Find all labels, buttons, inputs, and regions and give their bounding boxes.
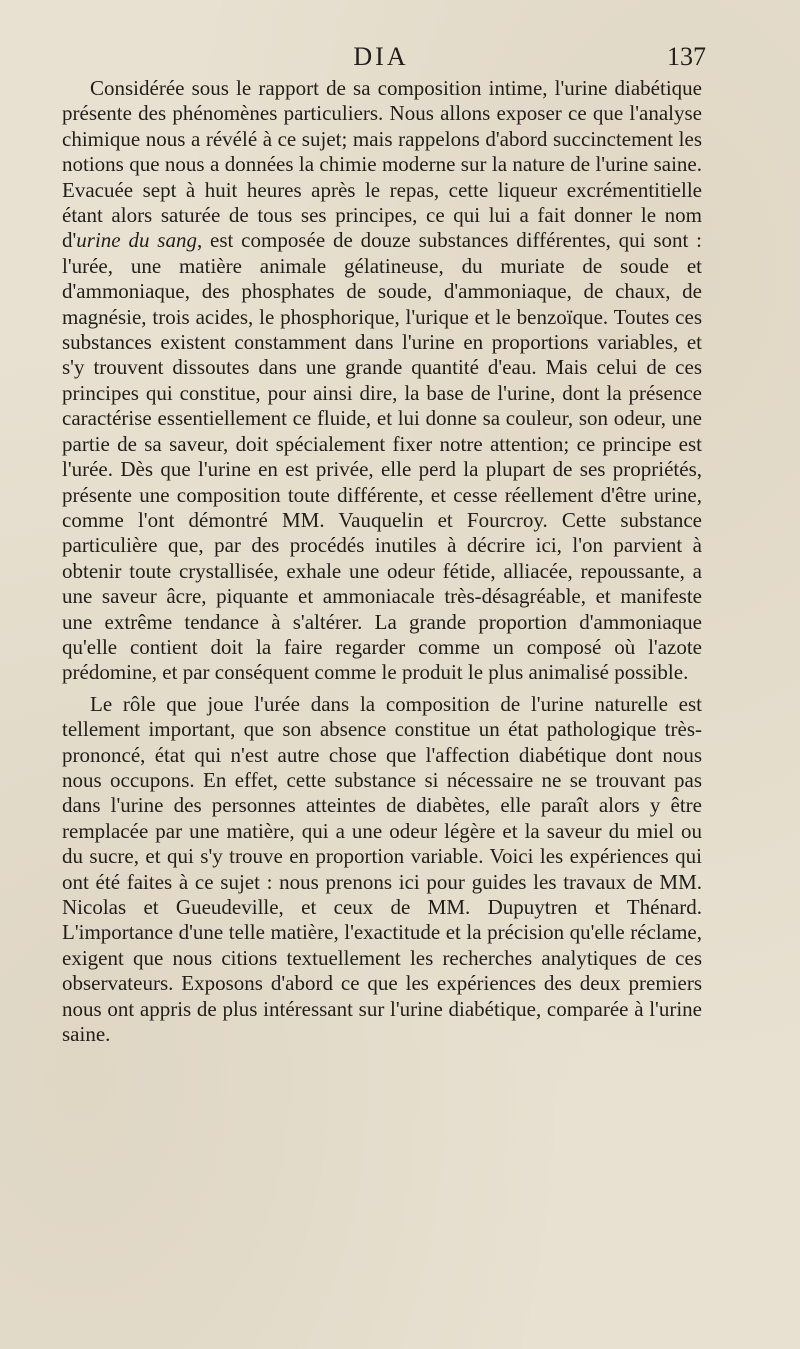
page-number: 137 [667,42,706,71]
paragraph-uree-role [62,692,702,1048]
running-title: DIA [353,42,409,71]
text-body [62,76,702,1047]
paragraph-text-continued: , est composée de douze substances différentes, qui sont : l'urée, une matière animale gélatineuse, du muriate de soude et d'ammoniaque, des phosphates de soude, d'ammoniaque, de chaux, de magnésie, trois acides, le phosphorique, l'urique et le benzoïque. Toutes ces substances existent constamment dans l'urine en proportions variables, et s'y trouvent dissoutes dans une grande quantité d'eau. Mais celui de ces principes qui constitue, pour ainsi dire, la base de l'urine, dont la présence caractérise essentiellement ce fluide, et lui donne sa couleur, son odeur, une partie de sa saveur, doit spécialement fixer notre attention; ce principe est l'urée. Dès que l'urine en est privée, elle perd la plupart de ses propriétés, présente une composition toute différente, et cesse réellement d'être urine, comme l'ont démontré MM. Vauquelin et Fourcroy. Cette substance particulière que, par des procédés inutiles à décrire ici, l'on parvient à obtenir toute crystallisée, exhale une odeur fétide, alliacée, repoussante, a une saveur âcre, piquante et ammoniacale très-désagréable, et manifeste une extrême tendance à s'altérer. La grande proportion d'ammoniaque qu'elle contient doit la faire regarder comme un composé où l'azote prédomine, et par conséquent comme le produit le plus animalisé possible. [62,228,703,685]
italic-term: urine du sang [76,228,197,253]
paragraph-text: Le rôle que joue l'urée dans la composition de l'urine naturelle est tellement important, que son absence constitue un état pathologique très-prononcé, état qui n'est autre chose que l'affection diabétique dont nous nous occupons. En effet, cette substance si nécessaire ne se trouvant pas dans l'urine des personnes atteintes de diabètes, elle paraît alors y être remplacée par une matière, qui a une odeur légère et la saveur du miel ou du sucre, et qui s'y trouve en proportion variable. Voici les expériences qui ont été faites à ce sujet : nous prenons ici pour guides les travaux de MM. Nicolas et Gueudeville, et ceux de MM. Dupuytren et Thénard. L'importance d'une telle matière, l'exactitude et la précision qu'elle réclame, exigent que nous citions textuellement les recherches analytiques de ces observateurs. Exposons d'abord ce que les expériences des deux premiers nous ont appris de plus intéressant sur l'urine diabétique, comparée à l'urine saine. [62,691,702,1047]
running-head [58,40,704,74]
paragraph-text: Considérée sous le rapport de sa composition intime, l'urine diabétique présente des phénomènes particuliers. Nous allons exposer ce que l'analyse chimique nous a révélé à ce sujet; mais rappelons d'abord succinctement les notions que nous a données la chimie moderne sur la nature de l'urine saine. Evacuée sept à huit heures après le repas, cette liqueur excrémentitielle étant alors saturée de tous ses principes, ce qui lui a fait donner le nom d' [62,76,702,253]
paragraph-urine-composition [62,76,702,686]
